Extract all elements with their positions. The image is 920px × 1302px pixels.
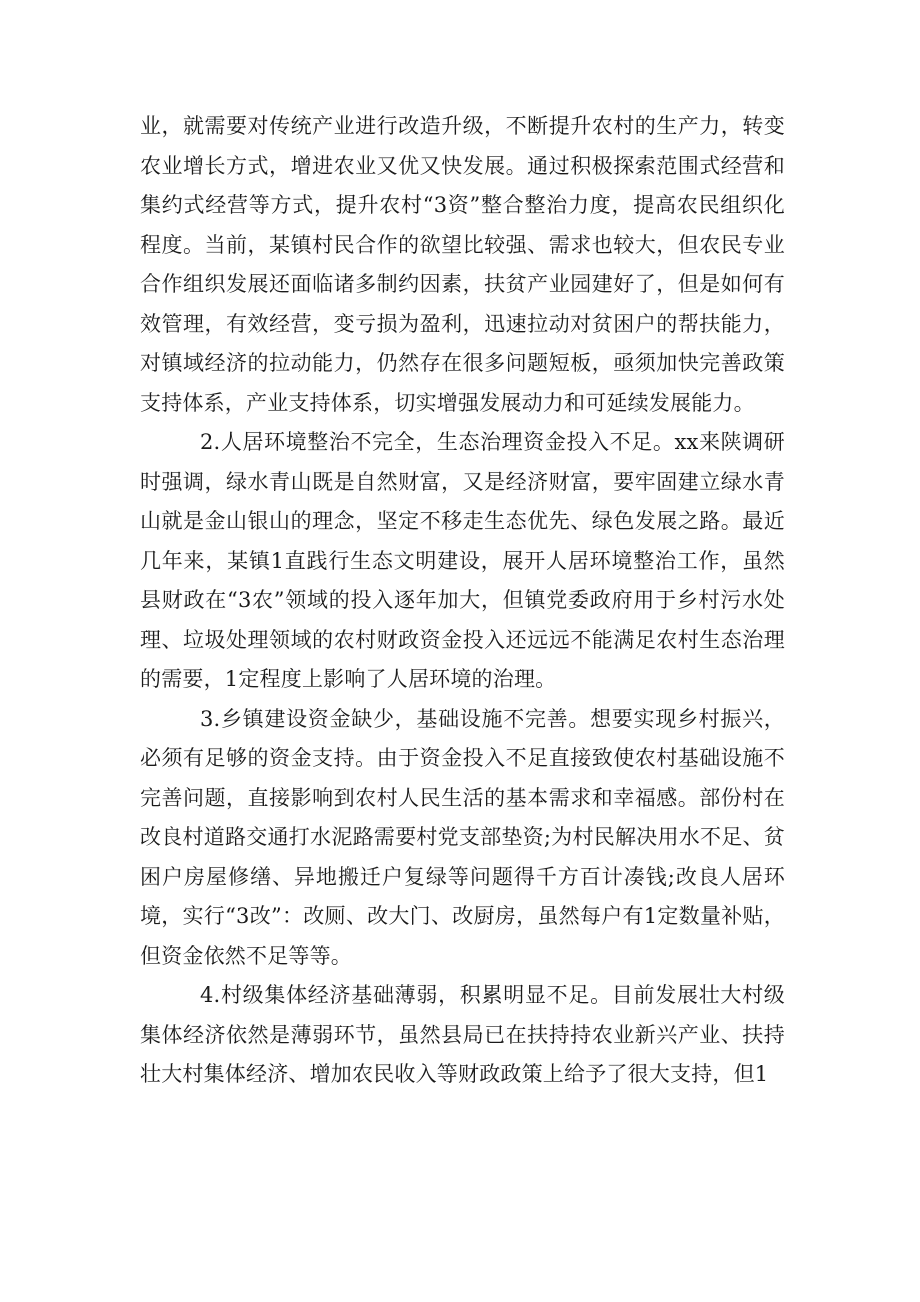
paragraph-living-environment: 2.人居环境整治不完全，生态治理资金投入不足。xx来陕调研时强调，绿水青山既是自然财富，又是经济财富，要牢固建立绿水青山就是金山银山的理念，坚定不移走生态优先、绿色发展之路。最近几年来，某镇1直践行生态文明建设，展开人居环境整治工作，虽然县财政在“3农”领域的投入逐年加大，但镇党委政府用于乡村污水处理、垃圾处理领域的农村财政资金投入还远远不能满足农村生态治理的需要，1定程度上影响了人居环境的治理。 bbox=[140, 430, 785, 691]
document-body bbox=[140, 107, 785, 1095]
paragraph-construction-funds: 3.乡镇建设资金缺少，基础设施不完善。想要实现乡村振兴，必须有足够的资金支持。由于资金投入不足直接致使农村基础设施不完善问题，直接影响到农村人民生活的基本需求和幸福感。部份村在改良村道路交通打水泥路需要村党支部垫资;为村民解决用水不足、贫困户房屋修缮、异地搬迁户复绿等问题得千方百计凑钱;改良人居环境，实行“3改”：改厕、改大门、改厨房，虽然每户有1定数量补贴，但资金依然不足等等。 bbox=[140, 706, 785, 968]
paragraph-continuation: 业，就需要对传统产业进行改造升级，不断提升农村的生产力，转变农业增长方式，增进农业又优又快发展。通过积极探索范围式经营和集约式经营等方式，提升农村“3资”整合整治力度，提高农民组织化程度。当前，某镇村民合作的欲望比较强、需求也较大，但农民专业合作组织发展还面临诸多制约因素，扶贫产业园建好了，但是如何有效管理，有效经营，变亏损为盈利，迅速拉动对贫困户的帮扶能力，对镇域经济的拉动能力，仍然存在很多问题短板，亟须加快完善政策支持体系，产业支持体系，切实增强发展动力和可延续发展能力。 bbox=[140, 114, 785, 415]
paragraph-collective-economy: 4.村级集体经济基础薄弱，积累明显不足。目前发展壮大村级集体经济依然是薄弱环节，虽然县局已在扶持持农业新兴产业、扶持壮大村集体经济、增加农民收入等财政政策上给予了很大支持，但1 bbox=[140, 983, 785, 1086]
